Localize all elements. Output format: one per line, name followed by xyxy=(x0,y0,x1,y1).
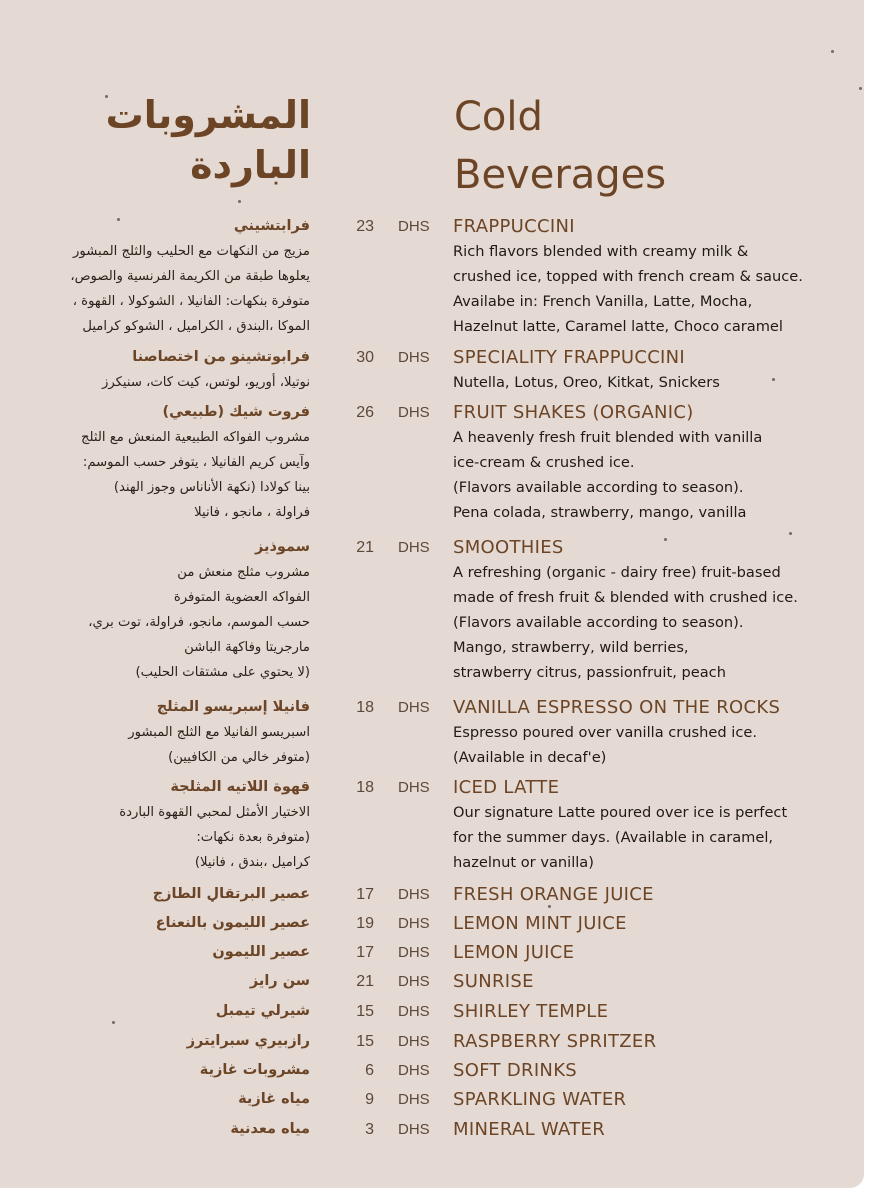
arabic-desc-line: فراولة ، مانجو ، فانيلا xyxy=(194,505,310,520)
english-item-text xyxy=(453,695,780,770)
arabic-item-text xyxy=(216,999,310,1024)
item-price: 21 xyxy=(356,539,374,556)
arabic-item-name: عصير البرتقال الطازج xyxy=(152,886,310,902)
arabic-item-text xyxy=(230,1117,310,1142)
currency-label: DHS xyxy=(398,404,430,421)
arabic-desc-line: نوتيلا، أوريو، لوتس، كيت كات، سنيكرز xyxy=(101,375,310,390)
arabic-item-name: عصير الليمون بالنعناع xyxy=(155,915,310,931)
arabic-item-name: فرابوتشينو من اختصاصنا xyxy=(132,349,310,365)
arabic-desc-line: بينا كولادا (نكهة الأناناس وجوز الهند) xyxy=(113,480,310,495)
arabic-item-text xyxy=(156,911,310,936)
item-name: SUNRISE xyxy=(453,971,534,992)
arabic-title-line: المشروبات xyxy=(105,93,311,137)
speck xyxy=(772,378,775,381)
speck xyxy=(238,200,241,203)
item-desc-line: A heavenly fresh fruit blended with vanilla xyxy=(453,429,763,446)
currency-label: DHS xyxy=(398,1003,430,1020)
arabic-title xyxy=(106,90,311,190)
arabic-item-name: فانيلا إسبريسو المثلج xyxy=(156,699,310,715)
item-desc-line: for the summer days. (Available in caramel, xyxy=(453,829,774,846)
english-item-text xyxy=(453,969,534,994)
english-item-text xyxy=(453,1058,577,1083)
english-item-text xyxy=(453,1117,605,1142)
item-name: MINERAL WATER xyxy=(453,1119,606,1140)
item-desc-line: Espresso poured over vanilla crushed ice. xyxy=(453,724,757,741)
currency-label: DHS xyxy=(398,886,430,903)
english-item-text xyxy=(453,535,798,685)
arabic-desc-line: الموكا ،البندق ، الكراميل ، الشوكو كراميل xyxy=(82,319,310,334)
currency-label: DHS xyxy=(398,779,430,796)
speck xyxy=(859,87,862,90)
english-title-line: Beverages xyxy=(454,152,667,198)
currency-label: DHS xyxy=(398,1091,430,1108)
item-desc-line: (Available in decaf'e) xyxy=(453,749,607,766)
arabic-desc-line: مشروب مثلج منعش من xyxy=(177,565,310,580)
item-desc-line: ice-cream & crushed ice. xyxy=(453,454,635,471)
arabic-desc-line: (متوفرة بعدة نكهات: xyxy=(196,830,310,845)
item-name: VANILLA ESPRESSO ON THE ROCKS xyxy=(453,697,781,718)
item-price: 18 xyxy=(356,779,374,796)
arabic-item-text xyxy=(187,1029,310,1054)
english-item-text xyxy=(453,940,574,965)
item-price: 26 xyxy=(356,404,374,421)
item-desc-line: (Flavors available according to season). xyxy=(453,614,744,631)
arabic-item-name: مياه معدنية xyxy=(230,1121,310,1137)
item-desc-line: hazelnut or vanilla) xyxy=(453,854,594,871)
item-desc-line: Our signature Latte poured over ice is perfect xyxy=(453,804,788,821)
english-title xyxy=(454,88,666,204)
arabic-item-text xyxy=(250,969,310,994)
arabic-item-name: سموذيز xyxy=(255,539,310,555)
arabic-item-name: فرابتشيني xyxy=(233,218,310,234)
arabic-desc-line: الفواكه العضوية المتوفرة xyxy=(173,590,310,605)
english-title-line: Cold xyxy=(454,94,543,140)
arabic-desc-line: متوفرة بنكهات: الفانيلا ، الشوكولا ، القهوة ، xyxy=(72,294,310,309)
arabic-item-text xyxy=(238,1087,310,1112)
arabic-item-text xyxy=(153,882,310,907)
item-name: SPARKLING WATER xyxy=(453,1089,627,1110)
english-item-text xyxy=(453,1029,656,1054)
currency-label: DHS xyxy=(398,1033,430,1050)
item-price: 6 xyxy=(365,1062,374,1079)
item-desc-line: Rich flavors blended with creamy milk & xyxy=(453,243,749,260)
english-item-text xyxy=(453,345,720,395)
item-price: 18 xyxy=(356,699,374,716)
speck xyxy=(831,50,834,53)
english-item-text xyxy=(453,911,627,936)
item-price: 23 xyxy=(356,218,374,235)
arabic-item-text xyxy=(70,214,310,339)
item-desc-line: strawberry citrus, passionfruit, peach xyxy=(453,664,726,681)
item-price: 9 xyxy=(365,1091,374,1108)
arabic-desc-line: (لا يحتوي على مشتقات الحليب) xyxy=(135,665,310,680)
item-name: LEMON JUICE xyxy=(453,942,575,963)
item-name: SOFT DRINKS xyxy=(453,1060,578,1081)
item-price: 21 xyxy=(356,973,374,990)
item-desc-line: Nutella, Lotus, Oreo, Kitkat, Snickers xyxy=(453,374,720,391)
item-price: 30 xyxy=(356,349,374,366)
item-name: SMOOTHIES xyxy=(453,537,564,558)
item-name: FRUIT SHAKES (ORGANIC) xyxy=(453,402,694,423)
arabic-desc-line: مشروب الفواكه الطبيعية المنعش مع الثلج xyxy=(81,430,310,445)
arabic-item-name: فروت شيك (طبيعي) xyxy=(162,404,310,420)
arabic-title-line: الباردة xyxy=(190,143,311,187)
item-desc-line: Availabe in: French Vanilla, Latte, Mocha, xyxy=(453,293,753,310)
arabic-desc-line: اسبريسو الفانيلا مع الثلج المبشور xyxy=(128,725,310,740)
english-item-text xyxy=(453,400,762,525)
arabic-item-name: سن رايز xyxy=(249,973,310,989)
arabic-desc-line: (متوفر خالي من الكافيين) xyxy=(168,750,310,765)
item-price: 15 xyxy=(356,1003,374,1020)
currency-label: DHS xyxy=(398,349,430,366)
english-item-text xyxy=(453,1087,626,1112)
currency-label: DHS xyxy=(398,699,430,716)
arabic-desc-line: يعلوها طبقة من الكريمة الفرنسية والصوص، xyxy=(70,269,310,284)
currency-label: DHS xyxy=(398,1121,430,1138)
item-desc-line: Hazelnut latte, Caramel latte, Choco caramel xyxy=(453,318,783,335)
arabic-item-name: مشروبات غازية xyxy=(199,1062,310,1078)
arabic-desc-line: وآيس كريم الفانيلا ، يتوفر حسب الموسم: xyxy=(82,455,310,470)
item-desc-line: A refreshing (organic - dairy free) fruit-based xyxy=(453,564,781,581)
currency-label: DHS xyxy=(398,915,430,932)
item-price: 15 xyxy=(356,1033,374,1050)
arabic-item-text xyxy=(119,775,310,875)
arabic-item-name: رازبيري سبرايترز xyxy=(186,1033,310,1049)
item-desc-line: made of fresh fruit & blended with crushed ice. xyxy=(453,589,798,606)
item-name: SHIRLEY TEMPLE xyxy=(453,1001,609,1022)
arabic-item-text xyxy=(81,400,310,525)
arabic-item-name: شيرلي تيمبل xyxy=(215,1003,310,1019)
arabic-desc-line: الاختيار الأمثل لمحبي القهوة الباردة xyxy=(119,805,310,820)
item-desc-line: (Flavors available according to season). xyxy=(453,479,744,496)
item-price: 17 xyxy=(356,886,374,903)
item-name: FRAPPUCCINI xyxy=(453,216,575,237)
item-desc-line: Pena colada, strawberry, mango, vanilla xyxy=(453,504,747,521)
item-desc-line: crushed ice, topped with french cream & sauce. xyxy=(453,268,803,285)
item-desc-line: Mango, strawberry, wild berries, xyxy=(453,639,689,656)
speck xyxy=(112,1021,115,1024)
arabic-item-name: قهوة اللاتيه المثلجة xyxy=(170,779,310,795)
english-item-text xyxy=(453,214,803,339)
currency-label: DHS xyxy=(398,944,430,961)
english-item-text xyxy=(453,882,654,907)
english-item-text xyxy=(453,775,787,875)
arabic-item-text xyxy=(88,535,310,685)
item-name: LEMON MINT JUICE xyxy=(453,913,627,934)
arabic-item-text xyxy=(200,1058,310,1083)
arabic-desc-line: مزيج من النكهات مع الحليب والثلج المبشور xyxy=(73,244,310,259)
arabic-item-name: عصير الليمون xyxy=(212,944,310,960)
arabic-desc-line: كراميل ،بندق ، فانيلا) xyxy=(194,855,310,870)
arabic-item-text xyxy=(212,940,310,965)
currency-label: DHS xyxy=(398,539,430,556)
english-item-text xyxy=(453,999,608,1024)
item-price: 19 xyxy=(356,915,374,932)
item-price: 3 xyxy=(365,1121,374,1138)
item-name: SPECIALITY FRAPPUCCINI xyxy=(453,347,686,368)
item-price: 17 xyxy=(356,944,374,961)
arabic-desc-line: حسب الموسم، مانجو، فراولة، توت بري، xyxy=(88,615,310,630)
currency-label: DHS xyxy=(398,973,430,990)
arabic-item-name: مياه غازية xyxy=(238,1091,310,1107)
arabic-item-text xyxy=(128,695,310,770)
item-name: RASPBERRY SPRITZER xyxy=(453,1031,657,1052)
arabic-item-text xyxy=(102,345,310,395)
item-name: FRESH ORANGE JUICE xyxy=(453,884,654,905)
currency-label: DHS xyxy=(398,1062,430,1079)
currency-label: DHS xyxy=(398,218,430,235)
arabic-desc-line: مارجريتا وفاكهة الباشن xyxy=(184,640,310,655)
item-name: ICED LATTE xyxy=(453,777,560,798)
